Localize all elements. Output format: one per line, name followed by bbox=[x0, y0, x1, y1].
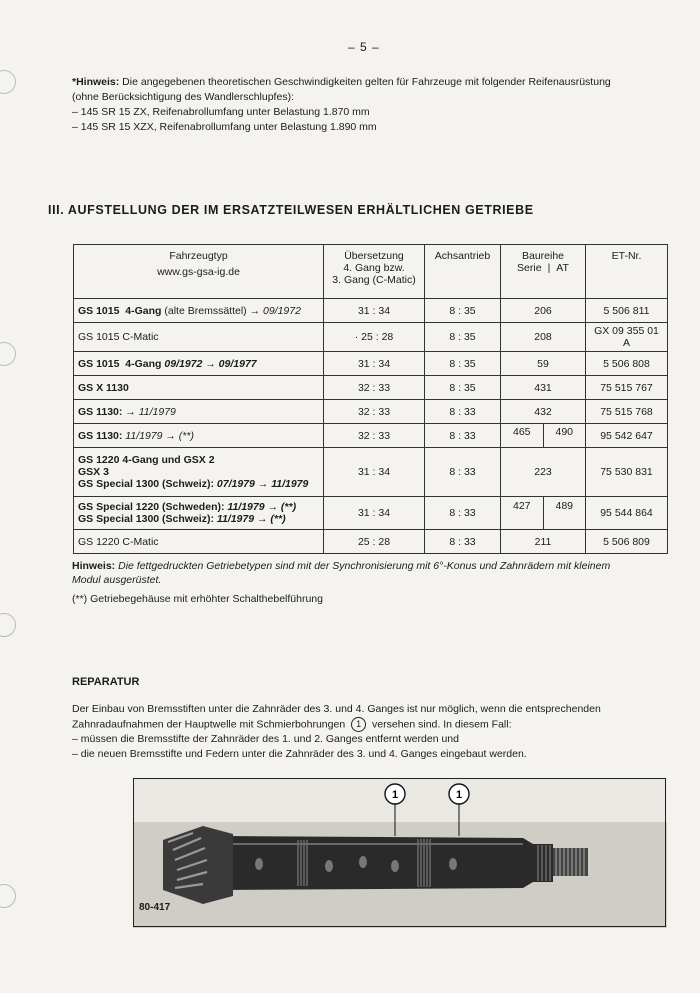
model-line bbox=[78, 513, 319, 525]
cell-axle: 8 : 35 bbox=[425, 299, 501, 323]
mainshaft-photo bbox=[133, 778, 667, 928]
cell-ratio: · 25 : 28 bbox=[324, 323, 425, 352]
page-number: – 5 – bbox=[348, 40, 380, 54]
header-et-nr: ET-Nr. bbox=[586, 245, 668, 299]
figure-label: 80-417 bbox=[139, 902, 171, 913]
table-row bbox=[74, 299, 668, 323]
cell-serie: 431 bbox=[501, 376, 586, 400]
note-synchronization bbox=[72, 559, 632, 587]
callout-number: 1 bbox=[391, 789, 399, 801]
table-row bbox=[74, 376, 668, 400]
cell-axle: 8 : 33 bbox=[425, 530, 501, 554]
cell-serie: 223 bbox=[501, 448, 586, 497]
hint-label: *Hinweis: bbox=[72, 76, 120, 88]
cell-ratio: 32 : 33 bbox=[324, 400, 425, 424]
hint-text: Die angegebenen theoretischen Geschwindigkeiten gelten für Fahrzeuge mit folgender Reifenausrüstung (ohne Berücksichtigung des Wandlerschlupfes): bbox=[72, 76, 611, 103]
model-rest: 4-Gang bbox=[125, 304, 162, 317]
cell-baureihe-split bbox=[501, 497, 586, 530]
header-serie: Serie bbox=[517, 262, 542, 274]
cell-ratio: 32 : 33 bbox=[324, 376, 425, 400]
header-label: Übersetzung bbox=[344, 250, 404, 262]
table-header-row bbox=[74, 245, 668, 299]
model-bold: GS 1015 bbox=[78, 304, 120, 317]
header-label: Baureihe bbox=[521, 250, 565, 262]
model-date: 09/1972 bbox=[263, 304, 301, 317]
cell-model bbox=[74, 299, 324, 323]
repair-title: REPARATUR bbox=[72, 676, 140, 688]
repair-text-a: Der Einbau von Bremsstiften unter die Zahnräder des 3. und 4. Ganges ist nur möglich, wenn die entsprechenden Zahnradaufnahmen der Hauptwelle mit Schmierbohrungen bbox=[72, 703, 601, 731]
table-row bbox=[74, 448, 668, 497]
cell-model bbox=[74, 400, 324, 424]
model-date: 11/1979 → (**) bbox=[213, 513, 286, 525]
cell-model bbox=[74, 352, 324, 376]
model-date: 11/1979 → (**) bbox=[224, 501, 297, 513]
callout-marker: 1 bbox=[351, 717, 366, 732]
cell-ratio: 31 : 34 bbox=[324, 497, 425, 530]
cell-et: 75 515 768 bbox=[586, 400, 668, 424]
cell-axle: 8 : 35 bbox=[425, 376, 501, 400]
model-line: GS 1220 4-Gang und GSX 2 bbox=[78, 454, 215, 466]
model-date: 07/1979 → 11/1979 bbox=[213, 478, 309, 490]
header-website: www.gs-gsa-ig.de bbox=[157, 266, 240, 278]
cell-et: 75 515 767 bbox=[586, 376, 668, 400]
model-date: → 11/1979 bbox=[122, 405, 176, 418]
header-achsantrieb: Achsantrieb bbox=[425, 245, 501, 299]
cell-ratio: 32 : 33 bbox=[324, 424, 425, 448]
cell-serie: 465 bbox=[501, 424, 544, 447]
table-row bbox=[74, 530, 668, 554]
cell-serie: 59 bbox=[501, 352, 586, 376]
cell-model bbox=[74, 448, 324, 497]
table-row bbox=[74, 424, 668, 448]
cell-et: 75 530 831 bbox=[586, 448, 668, 497]
header-divider: | bbox=[547, 262, 551, 274]
note-text: Die fettgedruckten Getriebetypen sind mit der Synchronisierung mit 6°-Konus und Zahnrädern mit kleinem Modul ausgerüstet. bbox=[72, 560, 611, 586]
cell-axle: 8 : 35 bbox=[425, 323, 501, 352]
cell-axle: 8 : 33 bbox=[425, 400, 501, 424]
repair-bullet: – die neuen Bremsstifte und Federn unter die Zahnräder des 3. und 4. Ganges eingebaut werden. bbox=[72, 748, 527, 761]
cell-axle: 8 : 35 bbox=[425, 352, 501, 376]
section-title: III. AUFSTELLUNG DER IM ERSATZTEILWESEN ERHÄLTLICHEN GETRIEBE bbox=[48, 203, 534, 217]
table-row bbox=[74, 352, 668, 376]
model-line: GSX 3 bbox=[78, 466, 109, 478]
model-line-text: GS Special 1220 (Schweden): bbox=[78, 501, 225, 513]
cell-model bbox=[74, 424, 324, 448]
cell-ratio: 31 : 34 bbox=[324, 448, 425, 497]
cell-baureihe-split bbox=[501, 424, 586, 448]
repair-text-b: versehen sind. In diesem Fall: bbox=[372, 718, 512, 731]
punch-hole-mark bbox=[0, 613, 16, 637]
cell-at: 490 bbox=[555, 426, 574, 438]
gearbox-table bbox=[73, 244, 668, 554]
header-label: Fahrzeugtyp bbox=[169, 250, 228, 262]
callout-number: 1 bbox=[455, 789, 463, 801]
header-uebersetzung bbox=[324, 245, 425, 299]
table-row bbox=[74, 323, 668, 352]
hint-bullet: – 145 SR 15 ZX, Reifenabrollumfang unter Belastung 1.870 mm bbox=[72, 106, 370, 118]
header-label: 3. Gang (C-Matic) bbox=[332, 274, 416, 286]
cell-model bbox=[74, 497, 324, 530]
cell-model: GS X 1130 bbox=[74, 376, 324, 400]
model-date: 11/1979 → (**) bbox=[122, 429, 194, 442]
model-rest: 4-Gang bbox=[125, 357, 162, 370]
cell-axle: 8 : 33 bbox=[425, 448, 501, 497]
cell-et: GX 09 355 01 A bbox=[586, 323, 668, 352]
punch-hole-mark bbox=[0, 884, 16, 908]
cell-serie: 206 bbox=[501, 299, 586, 323]
model-line-text: GS Special 1300 (Schweiz): bbox=[78, 513, 214, 525]
note-label: Hinweis: bbox=[72, 560, 116, 572]
header-sub bbox=[505, 262, 581, 274]
header-at: AT bbox=[556, 262, 569, 274]
note-gearbox-housing: (**) Getriebegehäuse mit erhöhter Schalthebelführung bbox=[72, 593, 323, 605]
cell-et: 5 506 809 bbox=[586, 530, 668, 554]
cell-model: GS 1220 C-Matic bbox=[74, 530, 324, 554]
header-label: 4. Gang bzw. bbox=[343, 262, 405, 274]
punch-hole-mark bbox=[0, 70, 16, 94]
model-bold: GS 1130: bbox=[78, 405, 123, 418]
tire-hint bbox=[72, 75, 632, 135]
cell-at: 489 bbox=[555, 500, 574, 512]
cell-et: 5 506 808 bbox=[586, 352, 668, 376]
cell-et: 95 544 864 bbox=[586, 497, 668, 530]
cell-serie: 211 bbox=[501, 530, 586, 554]
cell-et: 5 506 811 bbox=[586, 299, 668, 323]
cell-et: 95 542 647 bbox=[586, 424, 668, 448]
model-line bbox=[78, 478, 319, 490]
hint-bullet: – 145 SR 15 XZX, Reifenabrollumfang unter Belastung 1.890 mm bbox=[72, 121, 377, 133]
table-row bbox=[74, 400, 668, 424]
cell-model: GS 1015 C-Matic bbox=[74, 323, 324, 352]
photo-frame bbox=[133, 778, 666, 927]
model-line bbox=[78, 501, 319, 513]
repair-text bbox=[72, 702, 637, 762]
model-bold: GS 1015 bbox=[78, 357, 120, 370]
cell-axle: 8 : 33 bbox=[425, 424, 501, 448]
model-bold: GS 1130: bbox=[78, 429, 123, 442]
cell-ratio: 31 : 34 bbox=[324, 352, 425, 376]
model-extra: (alte Bremssättel) → bbox=[161, 304, 263, 317]
header-baureihe bbox=[501, 245, 586, 299]
model-line-text: GS Special 1300 (Schweiz): bbox=[78, 478, 214, 490]
cell-serie: 432 bbox=[501, 400, 586, 424]
header-fahrzeugtyp bbox=[74, 245, 324, 299]
table-row bbox=[74, 497, 668, 530]
cell-serie: 427 bbox=[501, 497, 544, 529]
repair-bullet: – müssen die Bremsstifte der Zahnräder des 1. und 2. Ganges entfernt werden und bbox=[72, 733, 459, 746]
model-date: 09/1972 → 09/1977 bbox=[161, 357, 257, 370]
punch-hole-mark bbox=[0, 342, 16, 366]
cell-serie: 208 bbox=[501, 323, 586, 352]
cell-axle: 8 : 33 bbox=[425, 497, 501, 530]
cell-ratio: 31 : 34 bbox=[324, 299, 425, 323]
cell-ratio: 25 : 28 bbox=[324, 530, 425, 554]
